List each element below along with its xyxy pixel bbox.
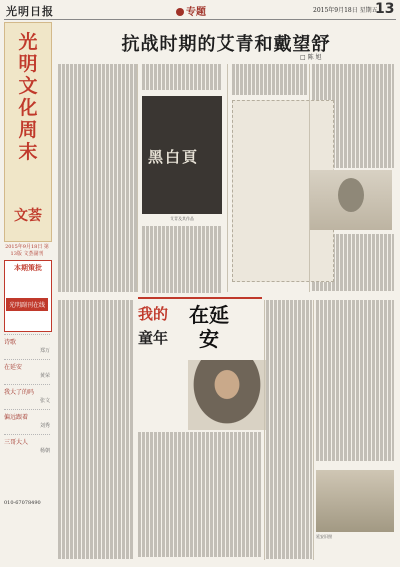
sidebar-box-title: 本期策批 [14,263,42,272]
right-photo [310,170,392,230]
text-line [58,287,138,292]
column-divider [227,64,228,292]
text-line [312,286,394,291]
bottom-photo-caption: 延安旧照 [316,534,332,539]
sidebar-contact: 010-67078490 [4,500,41,506]
page-header [0,0,400,20]
sidebar-brand-sub: 文荟 [14,208,42,224]
column-divider [313,300,314,560]
section-tag [176,3,206,18]
column-divider [264,300,265,560]
series-line2: 童年 [138,329,169,347]
sidebar-item[interactable]: 诗歌 郑万 [4,334,50,359]
series-line1: 我的 [138,305,169,323]
page-number: 13 [375,1,395,17]
portrait-photo [188,360,266,430]
article-headline: 抗战时期的艾青和戴望舒 [121,34,331,55]
bottom-photo [316,470,394,539]
sidebar-feature-box [4,260,52,332]
text-column [58,64,138,294]
text-line [138,551,262,556]
sidebar-item[interactable]: 在延安 黄荣 [4,359,50,384]
header-rule [4,19,396,20]
photo-caption: 艾青及其作品 [170,216,194,221]
sidebar-brand-title: 光明文化周末 [18,31,38,163]
sidebar-item[interactable]: 三哥大人 杨朝 [4,434,50,459]
text-column [232,64,308,98]
column-divider [137,64,138,292]
text-line [266,554,312,559]
text-line [316,456,394,461]
section-label: 专题 [186,7,206,18]
article-byline: □ 陈 旭 [300,54,322,61]
sidebar [4,22,50,562]
text-column [266,300,312,560]
story-title: 在延安 [189,303,229,351]
sidebar-index [4,334,50,459]
dateline: 2015年9月18日 星期五 [313,7,378,14]
text-column [138,432,262,560]
newspaper-masthead: 光明日报 [6,5,54,18]
sidebar-brand [4,22,52,242]
tree-shape [338,178,364,212]
text-column [142,226,222,294]
sidebar-item[interactable]: 我大了的吗 张文 [4,384,50,409]
text-line [142,288,222,293]
text-line [58,554,134,559]
column-divider [309,64,310,292]
text-column [58,300,134,560]
photo-label: 黑白頁 [148,148,200,166]
article-photo [142,96,222,221]
sidebar-badge[interactable]: 光明副刊在线 [6,298,48,311]
text-column [142,64,222,94]
sidebar-item[interactable]: 偏远跟着 刘秀 [4,409,50,434]
text-column [316,300,394,466]
text-line [232,90,308,95]
bullet-icon [176,8,184,16]
text-line [142,85,222,90]
sidebar-issue-info: 2015年9月18日 第13版 文荟副刊 [5,244,49,257]
